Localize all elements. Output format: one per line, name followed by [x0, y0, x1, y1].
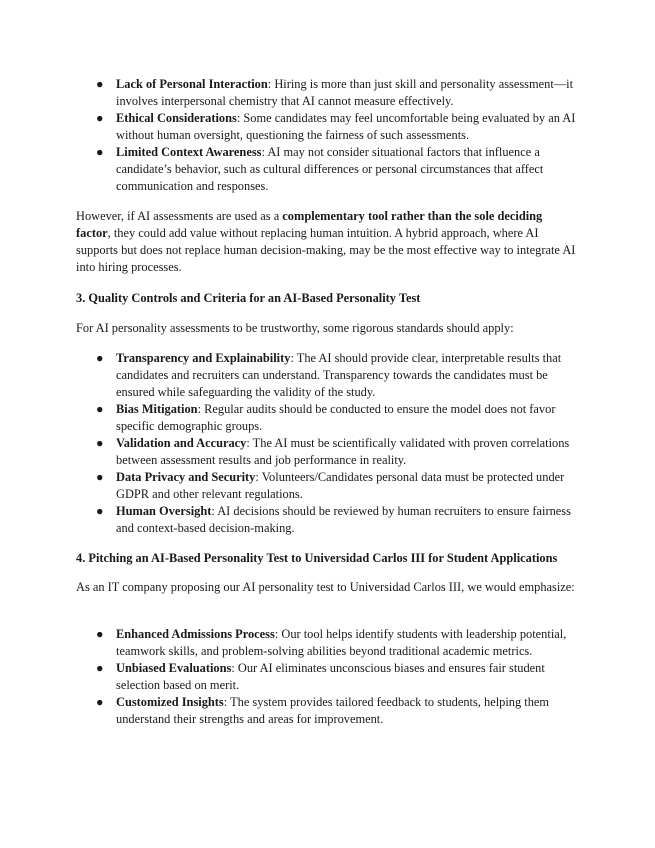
- bullet-icon: ●: [96, 402, 104, 416]
- item-text: : Our tool helps identify students with leadership potential, teamwork skills, and problem-solving abilities beyond traditional academic metrics.: [116, 627, 567, 658]
- item-term: Validation and Accuracy: [116, 436, 247, 450]
- hybrid-approach-paragraph: However, if AI assessments are used as a complementary tool rather than the sole deciding factor, they could add value without replacing human intuition. A hybrid approach, where AI supports but does not replace human decision-making, may be the most effective way to integrate AI into hiring processes.: [76, 209, 576, 274]
- bullet-icon: ●: [96, 695, 104, 709]
- bullet-icon: ●: [96, 145, 104, 159]
- item-term: Customized Insights: [116, 695, 224, 709]
- bullet-icon: ●: [96, 627, 104, 641]
- item-term: Human Oversight: [116, 504, 212, 518]
- item-text: : The AI should provide clear, interpretable results that candidates and recruiters can understand. Transparency towards the candidates must be ensured while safeguarding the validity of the study.: [116, 351, 562, 399]
- bullet-icon: ●: [96, 436, 104, 450]
- pitch-intro-paragraph: As an IT company proposing our AI personality test to Universidad Carlos III, we would emphasize:: [76, 580, 575, 594]
- standards-intro-paragraph: For AI personality assessments to be trustworthy, some rigorous standards should apply:: [76, 321, 514, 335]
- item-text: : Hiring is more than just skill and personality assessment—it involves interpersonal chemistry that AI cannot measure effectively.: [116, 77, 574, 108]
- drawbacks-list: [96, 76, 586, 195]
- item-term: Unbiased Evaluations: [116, 661, 232, 675]
- item-text: : The AI must be scientifically validated with proven correlations between assessment results and job performance in reality.: [116, 436, 570, 467]
- item-text: : Some candidates may feel uncomfortable being evaluated by an AI without human oversight, questioning the fairness of such assessments.: [116, 111, 576, 142]
- bullet-icon: ●: [96, 661, 104, 675]
- list-item: [96, 469, 586, 503]
- item-text: : Our AI eliminates unconscious biases and ensures fair student selection based on merit.: [116, 661, 545, 692]
- item-text: : AI decisions should be reviewed by human recruiters to ensure fairness and context-based decision-making.: [116, 504, 571, 535]
- item-term: Transparency and Explainability: [116, 351, 291, 365]
- list-item: [96, 110, 586, 144]
- item-term: Data Privacy and Security: [116, 470, 256, 484]
- item-term: Ethical Considerations: [116, 111, 237, 125]
- bullet-icon: ●: [96, 77, 104, 91]
- item-term: Bias Mitigation: [116, 402, 198, 416]
- bullet-icon: ●: [96, 470, 104, 484]
- standards-list: [96, 350, 586, 537]
- list-item: [96, 694, 586, 728]
- section-3-heading: 3. Quality Controls and Criteria for an AI-Based Personality Test: [76, 291, 421, 305]
- item-text: : The system provides tailored feedback to students, helping them understand their strengths and areas for improvement.: [116, 695, 550, 726]
- item-text: : Volunteers/Candidates personal data must be protected under GDPR and other relevant regulations.: [116, 470, 565, 501]
- list-item: [96, 435, 586, 469]
- list-item: [96, 144, 586, 195]
- bullet-icon: ●: [96, 504, 104, 518]
- bullet-icon: ●: [96, 111, 104, 125]
- pitch-list: [96, 626, 586, 728]
- item-term: Lack of Personal Interaction: [116, 77, 268, 91]
- item-term: Limited Context Awareness: [116, 145, 262, 159]
- list-item: [96, 76, 586, 110]
- bullet-icon: ●: [96, 351, 104, 365]
- list-item: [96, 350, 586, 401]
- item-text: : Regular audits should be conducted to ensure the model does not favor specific demographic groups.: [116, 402, 556, 433]
- item-term: Enhanced Admissions Process: [116, 627, 275, 641]
- section-4-heading: 4. Pitching an AI-Based Personality Test to Universidad Carlos III for Student Applications: [76, 551, 558, 565]
- list-item: [96, 503, 586, 537]
- list-item: [96, 401, 586, 435]
- list-item: [96, 626, 586, 660]
- item-text: : AI may not consider situational factors that influence a candidate’s behavior, such as cultural differences or personal circumstances that affect communication and responses.: [116, 145, 544, 193]
- list-item: [96, 660, 586, 694]
